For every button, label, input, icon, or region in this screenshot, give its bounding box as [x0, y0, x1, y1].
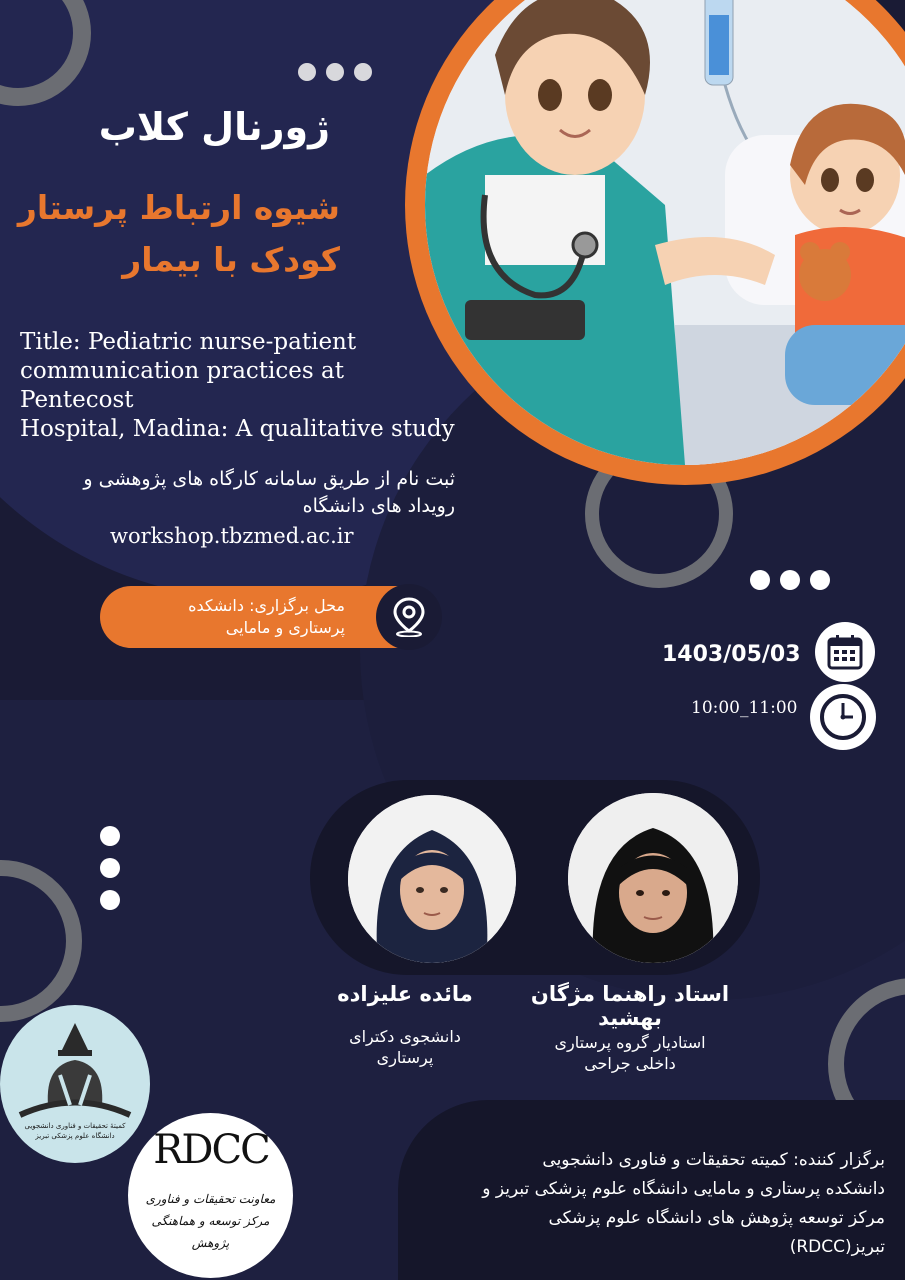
- registration-line-2: رویداد های دانشگاه: [302, 495, 455, 517]
- speaker-photo-behshid: [568, 793, 738, 963]
- organizer-text: [405, 1146, 885, 1262]
- speaker-2-info: [515, 982, 745, 1074]
- rdcc-logo-text: [138, 1188, 283, 1254]
- committee-logo-line-1: کمیتهٔ تحقیقات و فناوری دانشجویی: [24, 1122, 126, 1130]
- dots-left: [100, 826, 120, 910]
- rdcc-logo-line-2: مرکز توسعه و هماهنگی پژوهش: [151, 1214, 270, 1250]
- event-date: 1403/05/03: [662, 642, 801, 667]
- venue-line-1: محل برگزاری: دانشکده: [188, 596, 345, 615]
- organizer-line-1: برگزار کننده: کمیته تحقیقات و فناوری دانشجویی: [542, 1150, 885, 1170]
- speaker-2-name: [515, 982, 745, 1030]
- decor-ring-left: [0, 860, 82, 1022]
- dots-right: [750, 570, 830, 590]
- rdcc-mark: RDCC: [153, 1127, 269, 1173]
- speaker-2-name-line-1: استاد راهنما مژگان: [530, 982, 730, 1006]
- speaker-2-role-line-1: استادیار گروه پرستاری: [554, 1033, 706, 1052]
- english-title-line-2: communication practices at Pentecost: [20, 358, 344, 413]
- dots-top: [298, 63, 372, 81]
- speaker-1-info: [295, 982, 515, 1068]
- speaker-photo-alizadeh: [348, 795, 516, 963]
- organizer-line-2: دانشکده پرستاری و مامایی دانشگاه علوم پزشکی تبریز و: [482, 1179, 885, 1199]
- clock-icon: [810, 684, 876, 750]
- english-title: [20, 328, 460, 444]
- rdcc-logo: [128, 1113, 293, 1278]
- rdcc-logo-line-1: معاونت تحقیقات و فناوری: [145, 1192, 276, 1206]
- page-title: ژورنال کلاب: [98, 105, 330, 149]
- speaker-1-role-line-1: دانشجوی دکترای: [349, 1027, 461, 1046]
- speaker-2-role-line-2: داخلی جراحی: [584, 1054, 676, 1073]
- english-title-line-3: Hospital, Madina: A qualitative study: [20, 416, 455, 442]
- committee-logo-line-2: دانشگاه علوم پزشکی تبریز: [35, 1132, 115, 1140]
- subtitle-line-1: شیوه ارتباط پرستار: [17, 188, 340, 227]
- organizer-line-3: مرکز توسعه پژوهش های دانشگاه علوم پزشکی: [548, 1208, 885, 1228]
- speaker-1-role-line-2: پرستاری: [376, 1048, 434, 1067]
- subtitle-line-2: کودک با بیمار: [122, 240, 340, 279]
- registration-text: [15, 466, 455, 520]
- venue-line-2: پرستاری و مامایی: [225, 618, 345, 637]
- student-research-committee-logo: [0, 1005, 150, 1163]
- registration-line-1: ثبت نام از طریق سامانه کارگاه های پژوهشی و: [83, 468, 455, 490]
- speaker-1-name: مائده علیزاده: [337, 982, 473, 1006]
- event-time: 10:00_11:00: [691, 698, 798, 718]
- page-subtitle: [10, 182, 340, 286]
- speaker-2-name-line-2: بهشید: [598, 1006, 662, 1030]
- committee-logo-text: [5, 1121, 145, 1141]
- speaker-1-role: [295, 1026, 515, 1068]
- venue-text: [85, 595, 345, 639]
- location-pin-icon: [376, 584, 442, 650]
- english-title-line-1: Title: Pediatric nurse-patient: [20, 329, 357, 355]
- organizer-line-4: تبریز(RDCC): [789, 1237, 885, 1257]
- registration-url[interactable]: workshop.tbzmed.ac.ir: [110, 524, 354, 548]
- speaker-2-role: [515, 1032, 745, 1074]
- calendar-icon: [815, 622, 875, 682]
